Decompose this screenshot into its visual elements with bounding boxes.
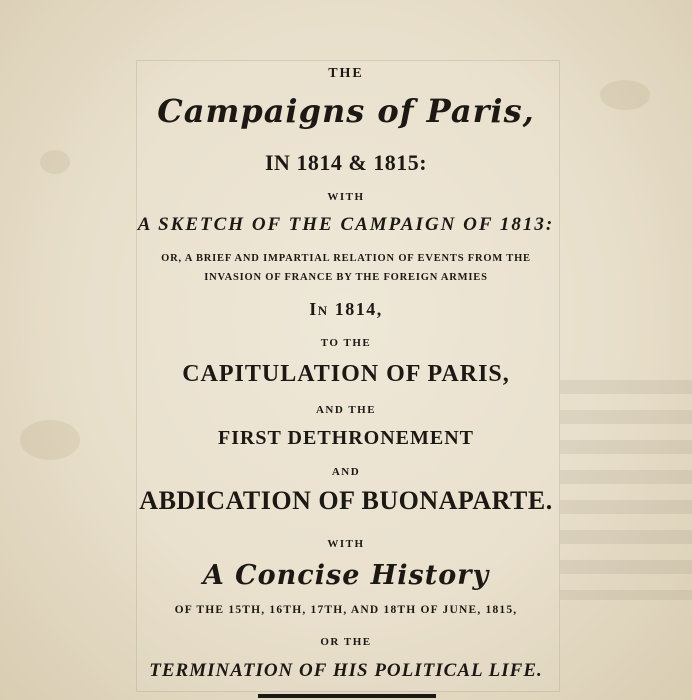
june-dates-line: OF THE 15TH, 16TH, 17TH, AND 18TH OF JUNE, 1815, xyxy=(174,604,518,616)
termination-line: TERMINATION OF HIS POLITICAL LIFE. xyxy=(149,660,543,681)
and-the-line: AND THE xyxy=(315,404,377,416)
sketch-line: A SKETCH OF THE CAMPAIGN OF 1813: xyxy=(137,214,555,235)
with-line-1: WITH xyxy=(327,191,365,203)
capitulation-line: CAPITULATION OF PARIS, xyxy=(182,361,510,387)
subtitle-line-2: INVASION OF FRANCE BY THE FOREIGN ARMIES xyxy=(204,272,488,283)
the-heading: THE xyxy=(328,66,364,81)
years-line: IN 1814 & 1815: xyxy=(264,150,428,175)
with-line-2: WITH xyxy=(327,538,365,550)
to-the-line: TO THE xyxy=(320,337,372,349)
in-1814-line: In 1814, xyxy=(309,299,383,319)
main-title: Campaigns of Paris, xyxy=(157,92,535,130)
and-line: AND xyxy=(331,466,361,478)
concise-history-line: A Concise History xyxy=(202,560,490,591)
ornament-rule xyxy=(258,694,436,698)
abdication-line: ABDICATION OF BUONAPARTE. xyxy=(139,486,553,515)
subtitle-line-1: OR, A BRIEF AND IMPARTIAL RELATION OF EVENTS FROM THE xyxy=(161,253,531,264)
dethronement-line: FIRST DETHRONEMENT xyxy=(217,427,474,449)
or-the-line: OR THE xyxy=(320,636,372,648)
